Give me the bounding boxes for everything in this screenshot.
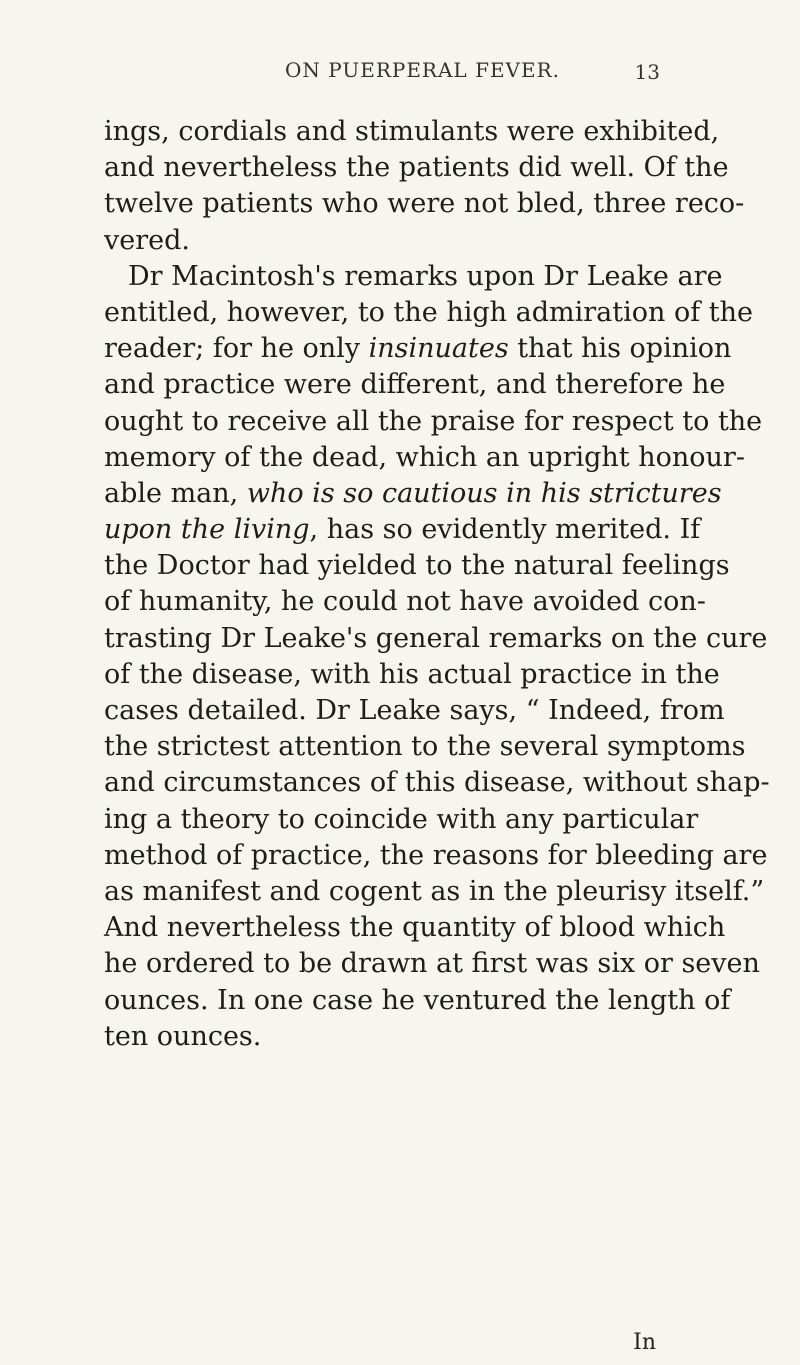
running-title: ON PUERPERAL FEVER. [285, 58, 561, 82]
text-line-18: the strictest attention to the several symptoms [104, 731, 746, 763]
page-number: 13 [634, 60, 660, 84]
body-text [104, 114, 770, 1055]
italic-insinuates: insinuates [368, 333, 509, 365]
italic-who-is-so-cautious: who is so cautious in his strictures [246, 477, 722, 509]
text-line-12-suffix: , has so evidently merited. If [309, 514, 701, 546]
text-line-2: and nevertheless the patients did well. Of the [104, 152, 729, 184]
text-line-10: memory of the dead, which an upright honour- [104, 441, 745, 473]
text-line-15: trasting Dr Leake's general remarks on the cure [104, 622, 768, 654]
text-line-5: Dr Macintosh's remarks upon Dr Leake are [128, 260, 723, 292]
text-line-21: method of practice, the reasons for bleeding are [104, 839, 768, 871]
italic-upon-the-living: upon the living [104, 514, 310, 546]
text-line-11-prefix: able man, [104, 477, 247, 509]
text-line-4: vered. [104, 224, 190, 256]
text-line-26: ten ounces. [104, 1020, 262, 1052]
text-line-20: ing a theory to coincide with any particular [104, 803, 699, 835]
text-line-16: of the disease, with his actual practice in the [104, 658, 720, 690]
text-line-22: as manifest and cogent as in the pleurisy itself.” [104, 875, 765, 907]
text-line-9: ought to receive all the praise for respect to the [104, 405, 763, 437]
text-line-3: twelve patients who were not bled, three reco- [104, 188, 745, 220]
text-line-24: he ordered to be drawn at first was six or seven [104, 948, 760, 980]
catchword: In [633, 1330, 656, 1355]
text-line-23: And nevertheless the quantity of blood which [104, 912, 726, 944]
text-line-19: and circumstances of this disease, without shap- [104, 767, 770, 799]
text-line-1: ings, cordials and stimulants were exhibited, [104, 116, 720, 147]
text-line-7 [104, 331, 732, 367]
text-line-7-suffix: that his opinion [508, 333, 732, 365]
text-line-7-prefix: reader; for he only [104, 333, 369, 365]
text-line-17: cases detailed. Dr Leake says, “ Indeed, from [104, 695, 725, 726]
text-line-13: the Doctor had yielded to the natural feelings [104, 550, 730, 582]
text-line-14: of humanity, he could not have avoided con- [104, 586, 706, 618]
text-line-25: ounces. In one case he ventured the length of [104, 984, 731, 1016]
text-line-8: and practice were different, and therefore he [104, 369, 726, 401]
text-line-12 [104, 512, 701, 548]
text-line-11 [104, 476, 722, 512]
text-line-6: entitled, however, to the high admiration of the [104, 296, 753, 328]
